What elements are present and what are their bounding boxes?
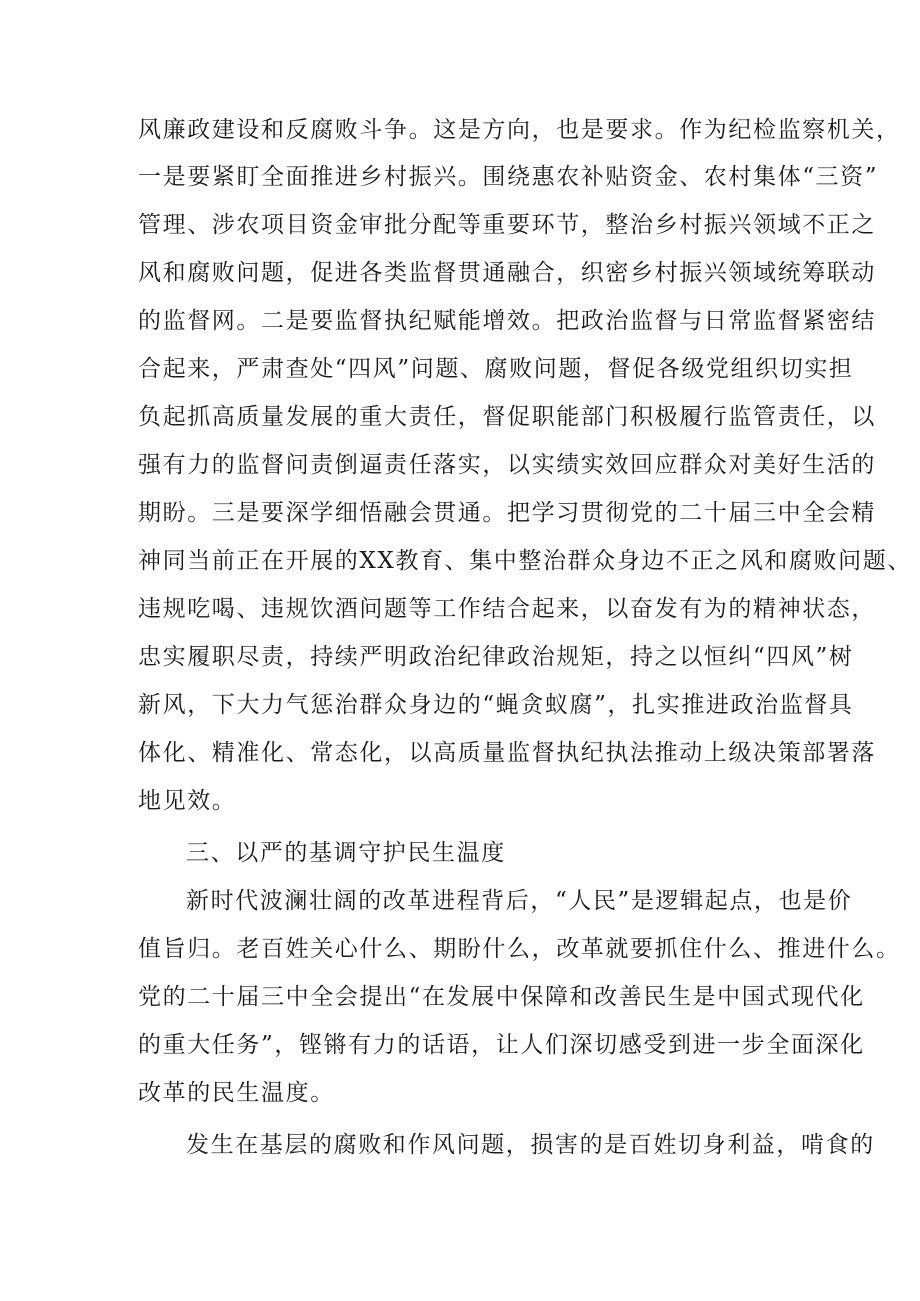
text-line: 强有力的监督问责倒逼责任落实，以实绩实效回应群众对美好生活的 [138, 452, 876, 478]
text-line: 发生在基层的腐败和作风问题，损害的是百姓切身利益，啃食的 [186, 1132, 875, 1158]
text-line: 一是要紧盯全面推进乡村振兴。围绕惠农补贴资金、农村集体“三资” [138, 164, 879, 190]
text-line: 的监督网。二是要监督执纪赋能增效。把政治监督与日常监督紧密结 [138, 308, 876, 334]
text-line: 的重大任务”，铿锵有力的话语，让人们深切感受到进一步全面深化 [138, 1032, 865, 1058]
text-line: 神同当前正在开展的XX教育、集中整治群众身边不正之风和腐败问题、 [138, 548, 912, 574]
text-line: 新时代波澜壮阔的改革进程背后，“人民”是逻辑起点，也是价 [186, 888, 853, 914]
text-line: 风廉政建设和反腐败斗争。这是方向，也是要求。作为纪检监察机关， [138, 117, 901, 143]
text-line: 值旨归。老百姓关心什么、期盼什么，改革就要抓住什么、推进什么。 [138, 936, 901, 962]
text-line: 负起抓高质量发展的重大责任，督促职能部门积极履行监管责任，以 [138, 404, 876, 430]
text-line: 地见效。 [138, 788, 237, 814]
text-line: 合起来，严肃查处“四风”问题、腐败问题，督促各级党组织切实担 [138, 356, 854, 382]
text-line: 风和腐败问题，促进各类监督贯通融合，织密乡村振兴领域统筹联动 [138, 260, 876, 286]
text-line: 改革的民生温度。 [138, 1080, 335, 1106]
text-line: 党的二十届三中全会提出“在发展中保障和改善民生是中国式现代化 [138, 984, 865, 1010]
text-line: 新风，下大力气惩治群众身边的“蝇贪蚁腐”，扎实推进政治监督具 [138, 692, 854, 718]
text-line: 违规吃喝、违规饮酒问题等工作结合起来，以奋发有为的精神状态， [138, 596, 876, 622]
text-line: 体化、精准化、常态化，以高质量监督执纪执法推动上级决策部署落 [138, 740, 876, 766]
section-heading: 三、以严的基调守护民生温度 [186, 840, 506, 866]
text-line: 管理、涉农项目资金审批分配等重要环节，整治乡村振兴领域不正之 [138, 212, 876, 238]
text-line: 期盼。三是要深学细悟融会贯通。把学习贯彻党的二十届三中全会精 [138, 500, 876, 526]
text-line: 忠实履职尽责，持续严明政治纪律政治规矩，持之以恒纠“四风”树 [138, 644, 854, 670]
